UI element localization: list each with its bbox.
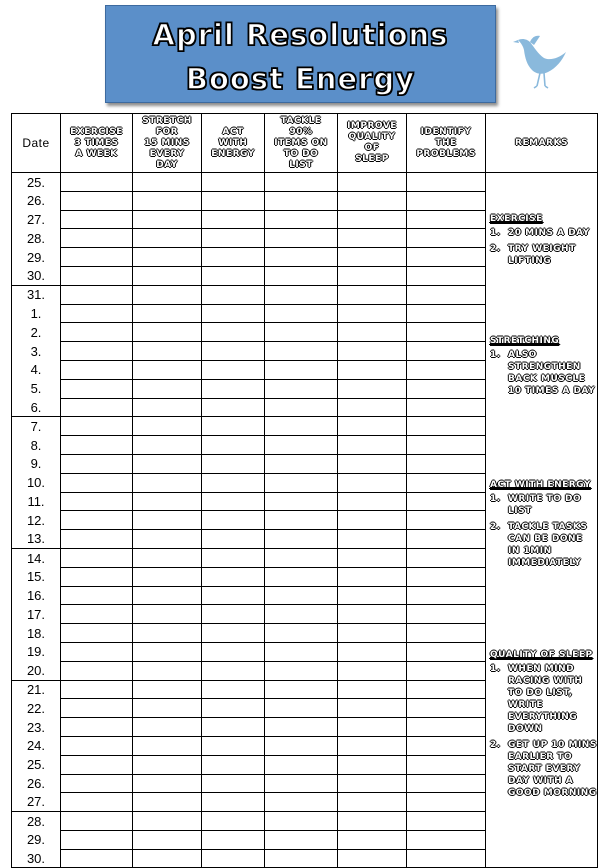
entry-cell[interactable] [61,492,133,511]
date-cell: 23. [12,718,61,737]
remarks-heading: STRETCHING [490,336,560,346]
col-header-identify: IDENTIFY THE PROBLEMS [407,114,486,173]
entry-cell[interactable] [133,642,202,661]
entry-cell[interactable] [338,624,407,643]
entry-cell[interactable] [133,342,202,361]
entry-cell[interactable] [133,285,202,304]
entry-cell[interactable] [265,266,338,285]
entry-cell[interactable] [133,624,202,643]
entry-cell[interactable] [407,360,486,379]
date-cell: 24. [12,736,61,755]
entry-cell[interactable] [133,586,202,605]
entry-cell[interactable] [265,342,338,361]
date-cell: 12. [12,511,61,530]
entry-cell[interactable] [407,304,486,323]
entry-cell[interactable] [202,699,265,718]
entry-cell[interactable] [338,342,407,361]
entry-cell[interactable] [61,830,133,849]
entry-cell[interactable] [407,624,486,643]
remarks-item [490,243,597,267]
entry-cell[interactable] [61,699,133,718]
date-cell: 29. [12,830,61,849]
remarks-item-number: 2. [490,244,501,254]
date-cell: 16. [12,586,61,605]
entry-cell[interactable] [202,210,265,229]
entry-cell[interactable] [265,285,338,304]
entry-cell[interactable] [133,605,202,624]
entry-cell[interactable] [61,774,133,793]
entry-cell[interactable] [265,248,338,267]
entry-cell[interactable] [338,360,407,379]
entry-cell[interactable] [61,248,133,267]
remarks-item [490,349,597,397]
entry-cell[interactable] [202,417,265,436]
entry-cell[interactable] [265,436,338,455]
col-header-date: Date [12,114,61,173]
date-cell: 9. [12,454,61,473]
entry-cell[interactable] [133,191,202,210]
entry-cell[interactable] [202,793,265,812]
entry-cell[interactable] [338,285,407,304]
entry-cell[interactable] [407,812,486,831]
remarks-section [490,213,597,267]
col-header-sleep: IMPROVE QUALITY OF SLEEP [338,114,407,173]
entry-cell[interactable] [133,530,202,549]
entry-cell[interactable] [133,173,202,192]
entry-cell[interactable] [61,229,133,248]
entry-cell[interactable] [338,736,407,755]
entry-cell[interactable] [265,699,338,718]
remarks-item [490,521,597,569]
entry-cell[interactable] [202,248,265,267]
remarks-item-number: 2. [490,740,501,750]
remarks-heading: ACT WITH ENERGY [490,480,591,490]
date-cell: 28. [12,812,61,831]
entry-cell[interactable] [202,736,265,755]
entry-cell[interactable] [407,173,486,192]
entry-cell[interactable] [61,436,133,455]
entry-cell[interactable] [265,793,338,812]
entry-cell[interactable] [265,642,338,661]
entry-cell[interactable] [338,812,407,831]
date-cell: 27. [12,210,61,229]
entry-cell[interactable] [407,379,486,398]
remarks-section [490,649,597,799]
header-row [12,114,598,173]
date-cell: 28. [12,229,61,248]
entry-cell[interactable] [338,699,407,718]
entry-cell[interactable] [265,755,338,774]
entry-cell[interactable] [133,680,202,699]
entry-cell[interactable] [202,511,265,530]
date-cell: 6. [12,398,61,417]
entry-cell[interactable] [265,417,338,436]
remarks-item-text: TACKLE TASKS CAN BE DONE IN 1MIN IMMEDIATELY [508,522,588,568]
entry-cell[interactable] [202,323,265,342]
entry-cell[interactable] [338,830,407,849]
entry-cell[interactable] [338,511,407,530]
entry-cell[interactable] [202,642,265,661]
entry-cell[interactable] [133,793,202,812]
date-cell: 1. [12,304,61,323]
bird-icon [512,28,574,90]
entry-cell[interactable] [407,210,486,229]
entry-cell[interactable] [338,323,407,342]
entry-cell[interactable] [133,718,202,737]
entry-cell[interactable] [133,473,202,492]
remarks-item-text: ALSO STRENGTHEN BACK MUSCLE 10 TIMES A DAY [508,350,596,396]
entry-cell[interactable] [338,436,407,455]
entry-cell[interactable] [407,342,486,361]
date-cell: 4. [12,360,61,379]
entry-cell[interactable] [407,511,486,530]
entry-cell[interactable] [407,492,486,511]
entry-cell[interactable] [61,210,133,229]
entry-cell[interactable] [61,454,133,473]
entry-cell[interactable] [61,304,133,323]
date-cell: 14. [12,548,61,567]
date-cell: 7. [12,417,61,436]
entry-cell[interactable] [407,417,486,436]
entry-cell[interactable] [61,680,133,699]
entry-cell[interactable] [338,661,407,680]
entry-cell[interactable] [202,342,265,361]
entry-cell[interactable] [202,229,265,248]
date-cell: 27. [12,793,61,812]
entry-cell[interactable] [407,642,486,661]
date-cell: 8. [12,436,61,455]
entry-cell[interactable] [265,360,338,379]
entry-cell[interactable] [265,473,338,492]
entry-cell[interactable] [265,718,338,737]
entry-cell[interactable] [265,548,338,567]
table-row [12,173,598,192]
entry-cell[interactable] [265,398,338,417]
col-header-exercise: EXERCISE 3 TIMES A WEEK [61,114,133,173]
entry-cell[interactable] [61,736,133,755]
entry-cell[interactable] [61,718,133,737]
date-cell: 18. [12,624,61,643]
date-cell: 13. [12,530,61,549]
entry-cell[interactable] [265,304,338,323]
entry-cell[interactable] [61,285,133,304]
entry-cell[interactable] [338,586,407,605]
entry-cell[interactable] [407,436,486,455]
entry-cell[interactable] [61,360,133,379]
entry-cell[interactable] [133,248,202,267]
entry-cell[interactable] [202,304,265,323]
entry-cell[interactable] [202,830,265,849]
entry-cell[interactable] [407,473,486,492]
remarks-item-text: TRY WEIGHT LIFTING [508,244,576,266]
entry-cell[interactable] [202,586,265,605]
entry-cell[interactable] [133,755,202,774]
entry-cell[interactable] [133,323,202,342]
entry-cell[interactable] [133,661,202,680]
remarks-section [490,335,597,397]
entry-cell[interactable] [133,454,202,473]
entry-cell[interactable] [133,774,202,793]
entry-cell[interactable] [338,454,407,473]
entry-cell[interactable] [407,530,486,549]
entry-cell[interactable] [265,567,338,586]
entry-cell[interactable] [265,812,338,831]
entry-cell[interactable] [61,342,133,361]
date-cell: 15. [12,567,61,586]
entry-cell[interactable] [202,530,265,549]
entry-cell[interactable] [202,624,265,643]
resolutions-table [11,113,598,868]
entry-cell[interactable] [407,266,486,285]
date-cell: 5. [12,379,61,398]
entry-cell[interactable] [133,266,202,285]
entry-cell[interactable] [338,642,407,661]
entry-cell[interactable] [202,605,265,624]
entry-cell[interactable] [61,548,133,567]
entry-cell[interactable] [338,718,407,737]
entry-cell[interactable] [61,793,133,812]
entry-cell[interactable] [407,586,486,605]
entry-cell[interactable] [265,210,338,229]
entry-cell[interactable] [338,793,407,812]
entry-cell[interactable] [61,530,133,549]
title-banner [105,5,496,103]
entry-cell[interactable] [407,699,486,718]
date-cell: 29. [12,248,61,267]
entry-cell[interactable] [338,417,407,436]
remarks-item [490,663,597,735]
entry-cell[interactable] [407,605,486,624]
entry-cell[interactable] [407,567,486,586]
remarks-item-text: GET UP 10 MINS EARLIER TO START EVERY DAY WITH A GOOD MORNING [508,740,597,798]
entry-cell[interactable] [407,774,486,793]
entry-cell[interactable] [61,567,133,586]
entry-cell[interactable] [61,586,133,605]
entry-cell[interactable] [265,511,338,530]
remarks-panel [486,173,598,868]
remarks-item-text: 20 MINS A DAY [508,228,590,238]
entry-cell[interactable] [202,567,265,586]
entry-cell[interactable] [265,229,338,248]
entry-cell[interactable] [407,755,486,774]
entry-cell[interactable] [338,605,407,624]
remarks-item [490,739,597,799]
entry-cell[interactable] [407,830,486,849]
entry-cell[interactable] [265,736,338,755]
entry-cell[interactable] [338,567,407,586]
entry-cell[interactable] [265,454,338,473]
entry-cell[interactable] [338,248,407,267]
date-cell: 11. [12,492,61,511]
entry-cell[interactable] [338,173,407,192]
entry-cell[interactable] [407,323,486,342]
col-header-tackle: TACKLE 90% ITEMS ON TO DO LIST [265,114,338,173]
entry-cell[interactable] [407,718,486,737]
date-cell: 25. [12,755,61,774]
col-header-remarks: REMARKS [486,114,598,173]
entry-cell[interactable] [265,605,338,624]
entry-cell[interactable] [133,436,202,455]
entry-cell[interactable] [202,718,265,737]
entry-cell[interactable] [265,774,338,793]
entry-cell[interactable] [61,417,133,436]
col-header-stretch: STRETCH FOR 15 MINS EVERY DAY [133,114,202,173]
entry-cell[interactable] [338,210,407,229]
remarks-item-number: 1. [490,664,501,674]
entry-cell[interactable] [338,755,407,774]
remarks-section [490,479,597,569]
entry-cell[interactable] [265,530,338,549]
entry-cell[interactable] [338,530,407,549]
entry-cell[interactable] [407,248,486,267]
remarks-item-number: 2. [490,522,501,532]
entry-cell[interactable] [338,680,407,699]
date-cell: 17. [12,605,61,624]
entry-cell[interactable] [407,793,486,812]
date-cell: 22. [12,699,61,718]
entry-cell[interactable] [407,680,486,699]
entry-cell[interactable] [338,379,407,398]
entry-cell[interactable] [61,323,133,342]
entry-cell[interactable] [338,492,407,511]
entry-cell[interactable] [133,304,202,323]
remarks-item-number: 1. [490,350,501,360]
entry-cell[interactable] [407,191,486,210]
entry-cell[interactable] [202,492,265,511]
entry-cell[interactable] [265,624,338,643]
entry-cell[interactable] [133,492,202,511]
entry-cell[interactable] [202,266,265,285]
entry-cell[interactable] [202,191,265,210]
entry-cell[interactable] [61,398,133,417]
entry-cell[interactable] [407,736,486,755]
entry-cell[interactable] [338,473,407,492]
remarks-heading: EXERCISE [490,214,543,224]
date-cell: 31. [12,285,61,304]
date-cell: 10. [12,473,61,492]
entry-cell[interactable] [133,511,202,530]
date-cell: 21. [12,680,61,699]
entry-cell[interactable] [133,398,202,417]
remarks-heading: QUALITY OF SLEEP [490,650,593,660]
entry-cell[interactable] [407,661,486,680]
entry-cell[interactable] [265,830,338,849]
entry-cell[interactable] [202,285,265,304]
entry-cell[interactable] [265,173,338,192]
entry-cell[interactable] [61,191,133,210]
entry-cell[interactable] [61,624,133,643]
entry-cell[interactable] [61,511,133,530]
remarks-item-number: 1. [490,228,501,238]
entry-cell[interactable] [265,492,338,511]
remarks-item [490,227,597,239]
entry-cell[interactable] [133,699,202,718]
entry-cell[interactable] [61,379,133,398]
entry-cell[interactable] [202,379,265,398]
entry-cell[interactable] [265,680,338,699]
entry-cell[interactable] [202,812,265,831]
entry-cell[interactable] [133,830,202,849]
entry-cell[interactable] [407,398,486,417]
entry-cell[interactable] [265,661,338,680]
remarks-item [490,493,597,517]
date-cell: 2. [12,323,61,342]
entry-cell[interactable] [338,304,407,323]
entry-cell[interactable] [202,661,265,680]
remarks-item-text: WRITE TO DO LIST [508,494,582,516]
entry-cell[interactable] [407,454,486,473]
entry-cell[interactable] [202,548,265,567]
entry-cell[interactable] [202,360,265,379]
entry-cell[interactable] [202,173,265,192]
entry-cell[interactable] [133,379,202,398]
entry-cell[interactable] [133,229,202,248]
date-cell: 26. [12,774,61,793]
entry-cell[interactable] [133,567,202,586]
entry-cell[interactable] [338,548,407,567]
entry-cell[interactable] [61,661,133,680]
entry-cell[interactable] [133,210,202,229]
col-header-act: ACT WITH ENERGY [202,114,265,173]
entry-cell[interactable] [265,191,338,210]
entry-cell[interactable] [407,229,486,248]
entry-cell[interactable] [61,473,133,492]
entry-cell[interactable] [133,736,202,755]
entry-cell[interactable] [133,360,202,379]
date-cell: 26. [12,191,61,210]
entry-cell[interactable] [202,680,265,699]
entry-cell[interactable] [407,548,486,567]
date-cell: 25. [12,173,61,192]
entry-cell[interactable] [202,454,265,473]
entry-cell[interactable] [61,266,133,285]
entry-cell[interactable] [133,548,202,567]
entry-cell[interactable] [61,642,133,661]
title-line-1: April Resolutions [152,18,449,52]
date-cell: 20. [12,661,61,680]
entry-cell[interactable] [202,755,265,774]
date-cell: 3. [12,342,61,361]
entry-cell[interactable] [338,774,407,793]
entry-cell[interactable] [133,812,202,831]
entry-cell[interactable] [61,755,133,774]
remarks-item-text: WHEN MIND RACING WITH TO DO LIST, WRITE EVERYTHING DOWN [508,664,583,734]
date-cell: 30. [12,266,61,285]
entry-cell[interactable] [338,266,407,285]
date-cell: 19. [12,642,61,661]
remarks-item-number: 1. [490,494,501,504]
entry-cell[interactable] [202,398,265,417]
title-line-2: Boost Energy [185,62,416,96]
entry-cell[interactable] [133,417,202,436]
entry-cell[interactable] [407,285,486,304]
entry-cell[interactable] [265,379,338,398]
date-cell: 30. [12,849,61,868]
entry-cell[interactable] [202,473,265,492]
entry-cell[interactable] [265,586,338,605]
entry-cell[interactable] [61,812,133,831]
entry-cell[interactable] [202,774,265,793]
entry-cell[interactable] [265,323,338,342]
entry-cell[interactable] [338,191,407,210]
entry-cell[interactable] [338,229,407,248]
entry-cell[interactable] [338,398,407,417]
entry-cell[interactable] [61,173,133,192]
entry-cell[interactable] [61,605,133,624]
entry-cell[interactable] [202,436,265,455]
